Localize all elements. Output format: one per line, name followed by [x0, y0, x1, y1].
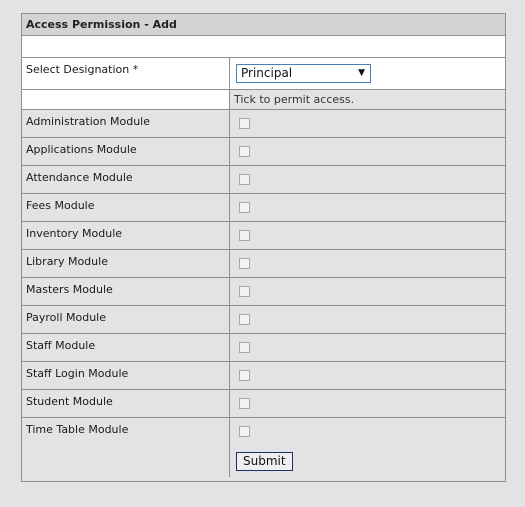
hint-text: Tick to permit access.: [230, 90, 505, 109]
module-checkbox-cell: [230, 222, 505, 249]
module-checkbox[interactable]: [239, 258, 250, 269]
module-checkbox-cell: [230, 138, 505, 165]
designation-cell: [230, 58, 505, 89]
module-label: Student Module: [22, 390, 230, 417]
module-label: Fees Module: [22, 194, 230, 221]
module-checkbox-cell: [230, 418, 505, 446]
module-row: [22, 418, 505, 446]
module-checkbox-cell: [230, 306, 505, 333]
submit-row: [22, 446, 505, 477]
module-checkbox[interactable]: [239, 118, 250, 129]
module-checkbox[interactable]: [239, 286, 250, 297]
module-list: [22, 110, 505, 446]
module-checkbox[interactable]: [239, 342, 250, 353]
module-checkbox-cell: [230, 194, 505, 221]
module-row: [22, 110, 505, 138]
module-label: Staff Login Module: [22, 362, 230, 389]
module-checkbox-cell: [230, 166, 505, 193]
module-row: [22, 166, 505, 194]
module-checkbox[interactable]: [239, 230, 250, 241]
module-label: Time Table Module: [22, 418, 230, 446]
designation-row: [22, 58, 505, 90]
access-permission-panel: [21, 13, 506, 482]
module-row: [22, 306, 505, 334]
module-row: [22, 138, 505, 166]
designation-select[interactable]: [236, 64, 371, 83]
module-checkbox-cell: [230, 390, 505, 417]
designation-label: Select Designation *: [22, 58, 230, 89]
module-label: Masters Module: [22, 278, 230, 305]
module-row: [22, 390, 505, 418]
module-label: Payroll Module: [22, 306, 230, 333]
designation-selected-value: Principal: [241, 66, 293, 80]
module-checkbox[interactable]: [239, 202, 250, 213]
module-row: [22, 334, 505, 362]
module-checkbox[interactable]: [239, 146, 250, 157]
module-checkbox-cell: [230, 250, 505, 277]
module-label: Staff Module: [22, 334, 230, 361]
module-label: Administration Module: [22, 110, 230, 137]
module-row: [22, 194, 505, 222]
module-checkbox-cell: [230, 334, 505, 361]
module-checkbox-cell: [230, 278, 505, 305]
module-label: Attendance Module: [22, 166, 230, 193]
module-checkbox-cell: [230, 110, 505, 137]
module-checkbox[interactable]: [239, 398, 250, 409]
module-checkbox-cell: [230, 362, 505, 389]
submit-cell: [230, 446, 505, 477]
module-row: [22, 278, 505, 306]
module-row: [22, 222, 505, 250]
hint-blank-cell: [22, 90, 230, 109]
module-checkbox[interactable]: [239, 314, 250, 325]
dropdown-arrow-icon: ▼: [358, 68, 365, 78]
spacer-row: [22, 36, 505, 58]
module-row: [22, 250, 505, 278]
module-row: [22, 362, 505, 390]
submit-button[interactable]: Submit: [236, 452, 293, 471]
submit-blank-cell: [22, 446, 230, 477]
module-label: Applications Module: [22, 138, 230, 165]
module-label: Library Module: [22, 250, 230, 277]
module-label: Inventory Module: [22, 222, 230, 249]
module-checkbox[interactable]: [239, 370, 250, 381]
module-checkbox[interactable]: [239, 174, 250, 185]
module-checkbox[interactable]: [239, 426, 250, 437]
panel-title: Access Permission - Add: [22, 14, 505, 36]
hint-row: [22, 90, 505, 110]
